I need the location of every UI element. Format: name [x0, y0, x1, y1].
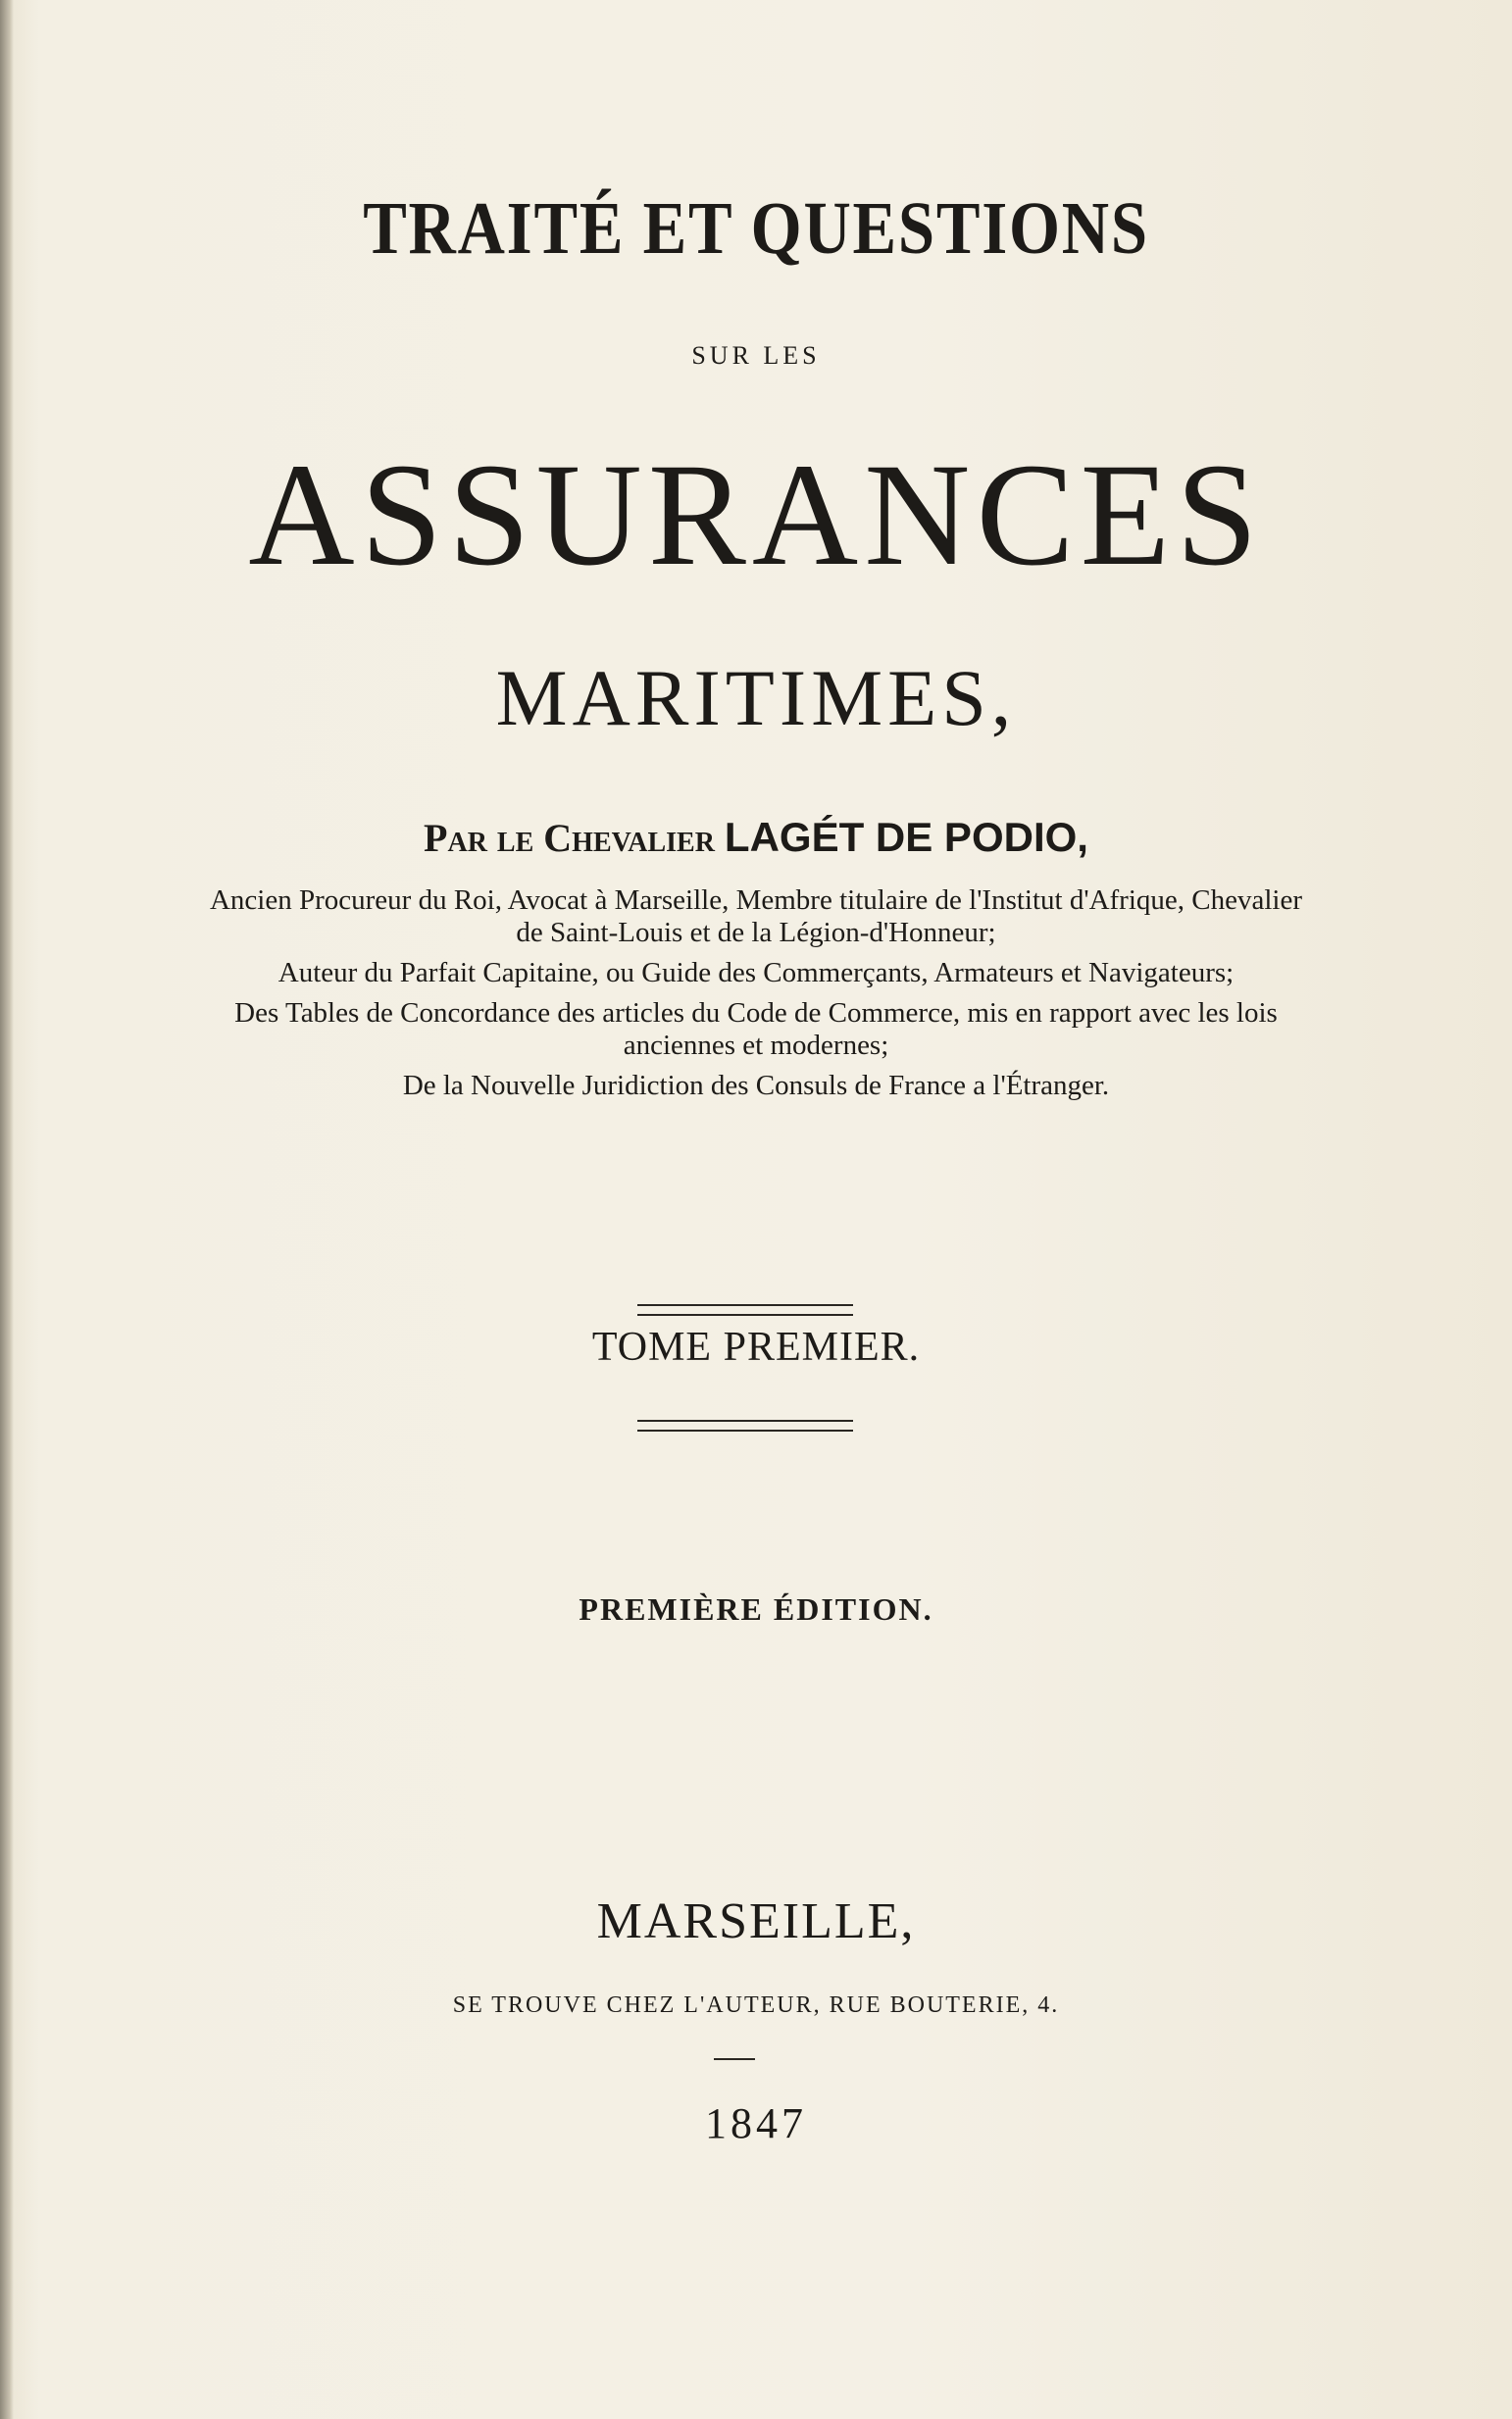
author-prefix: Par le Chevalier [424, 816, 715, 860]
imprint-year: 1847 [705, 2099, 807, 2147]
author-line [0, 814, 1512, 861]
credential-2: Auteur du Parfait Capitaine, ou Guide des Commerçants, Armateurs et Navigateurs; [277, 957, 1235, 988]
imprint-dash [714, 2058, 755, 2060]
author-credentials [196, 884, 1316, 1110]
title-subtitle: MARITIMES, [495, 653, 1017, 742]
title-main: ASSURANCES [248, 433, 1264, 596]
imprint-city: MARSEILLE, [596, 1893, 916, 1949]
credential-1: Ancien Procureur du Roi, Avocat à Marseille, Membre titulaire de l'Institut d'Afrique, Chevalier de Saint-Louis et de la Légion-d'Honneur; [209, 884, 1302, 948]
divider-top [637, 1304, 853, 1316]
credential-4: De la Nouvelle Juridiction des Consuls de France a l'Étranger. [402, 1070, 1110, 1101]
imprint-address: SE TROUVE CHEZ L'AUTEUR, RUE BOUTERIE, 4. [452, 1992, 1060, 2018]
title-line-1: TRAITÉ ET QUESTIONS [363, 187, 1149, 270]
divider-bottom [637, 1420, 853, 1432]
credential-3: Des Tables de Concordance des articles du Code de Commerce, mis en rapport avec les lois anciennes et modernes; [234, 997, 1278, 1061]
title-line-2: SUR LES [691, 341, 821, 370]
volume-label: TOME PREMIER. [591, 1325, 921, 1370]
author-name: LAGÉT DE PODIO, [724, 814, 1088, 860]
edition-label: PREMIÈRE ÉDITION. [579, 1591, 933, 1627]
